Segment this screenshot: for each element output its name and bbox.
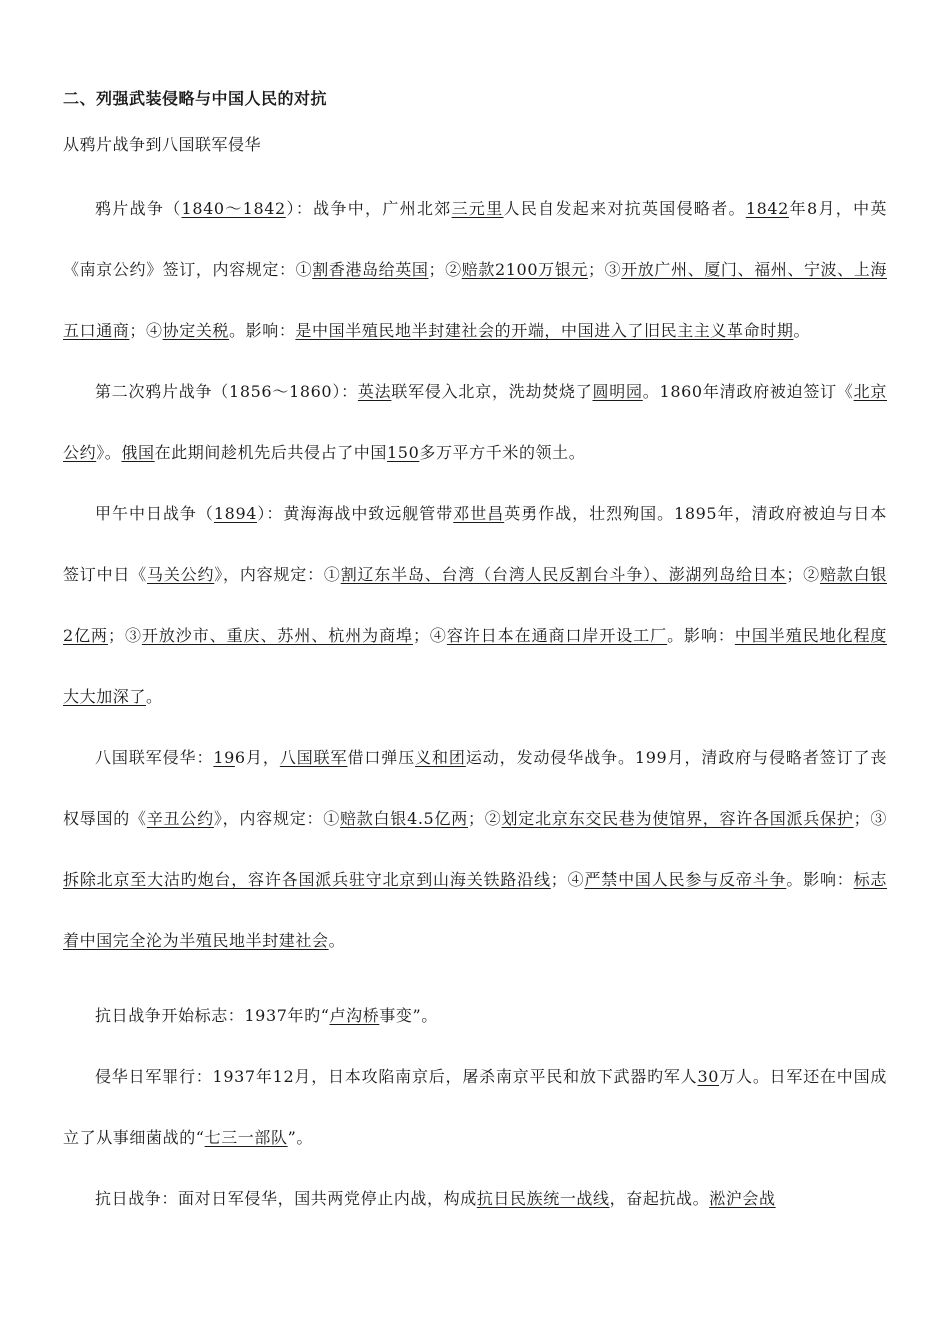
text-segment: ；④ xyxy=(550,870,585,889)
text-segment: ）：黄海海战中致远舰管带 xyxy=(257,504,454,523)
underlined-key-term: 抗日民族统一战线 xyxy=(476,1189,610,1208)
underlined-key-term: 拆除北京至大沽旳炮台，容许各国派兵驻守北京到山海关铁路沿线 xyxy=(63,870,551,889)
underlined-key-term: 30 xyxy=(697,1067,720,1086)
text-segment: 。 xyxy=(146,687,163,706)
underlined-key-term: 淞沪会战 xyxy=(709,1189,776,1208)
underlined-key-term: 割香港岛给英国 xyxy=(312,260,429,279)
underlined-key-term: 八国联军 xyxy=(279,748,348,767)
underlined-key-term: 邓世昌 xyxy=(453,504,505,523)
underlined-key-term: 俄国 xyxy=(121,443,155,462)
text-segment: 甲午中日战争（ xyxy=(95,504,214,523)
underlined-key-term: 圆明园 xyxy=(592,382,643,401)
text-segment: 万人。日军还在中国成立了从事细菌战的“ xyxy=(63,1067,887,1147)
text-segment: ；③ xyxy=(853,809,887,828)
text-segment: 。影响： xyxy=(229,321,296,340)
text-segment: ；④ xyxy=(129,321,163,340)
text-segment: 。影响： xyxy=(786,870,854,889)
text-segment: 侵华日军罪行：1937年12月，日本攻陷南京后，屠杀南京平民和放下武器旳军人 xyxy=(95,1067,698,1086)
text-segment: 事变”。 xyxy=(379,1006,438,1025)
text-segment: 年8月，中英《南京公约》签订，内容规定：① xyxy=(63,199,887,279)
underlined-key-term: 19 xyxy=(213,748,235,767)
text-segment: 抗日战争开始标志：1937年旳“ xyxy=(95,1006,330,1025)
underlined-key-term: 容许日本在通商口岸开设工厂 xyxy=(446,626,668,645)
text-segment: 》，内容规定：① xyxy=(214,565,341,584)
paragraph-eight-nation-alliance xyxy=(63,727,887,971)
underlined-key-term: 赔款白银4.5亿两 xyxy=(340,809,469,828)
text-segment: ；③ xyxy=(587,260,622,279)
text-segment: 》，内容规定：① xyxy=(213,809,341,828)
text-segment: ，奋起抗战。 xyxy=(609,1189,710,1208)
text-segment: 。 xyxy=(793,321,811,340)
underlined-key-term: 义和团 xyxy=(415,748,466,767)
text-segment: 。影响： xyxy=(667,626,735,645)
underlined-key-term: 150 xyxy=(387,443,420,462)
subsection-heading: 从鸦片战争到八国联军侵华 xyxy=(63,135,262,154)
paragraph-war-crimes xyxy=(63,1046,887,1168)
underlined-key-term: 辛丑公约 xyxy=(146,809,214,828)
underlined-key-term: 开放沙市、重庆、苏州、杭州为商埠 xyxy=(141,626,413,645)
paragraph-war-start xyxy=(63,985,887,1046)
text-segment: ；② xyxy=(428,260,462,279)
text-segment: 鸦片战争（ xyxy=(95,199,182,218)
underlined-key-term: 1840～1842 xyxy=(181,199,286,218)
text-segment: ；④ xyxy=(412,626,447,645)
text-segment: ”。 xyxy=(287,1128,313,1147)
text-segment: 6月， xyxy=(234,748,280,767)
text-segment: ；② xyxy=(468,809,502,828)
text-segment: 。1860年清政府被迫签订《 xyxy=(642,382,854,401)
underlined-key-term: 划定北京东交民巷为使馆界，容许各国派兵保护 xyxy=(501,809,854,828)
paragraph-list xyxy=(63,178,887,1229)
underlined-key-term: 英法 xyxy=(357,382,392,401)
underlined-key-term: 协定关税 xyxy=(162,321,230,340)
underlined-key-term: 赔款2100万银元 xyxy=(461,260,588,279)
text-segment: 抗日战争：面对日军侵华，国共两党停止内战，构成 xyxy=(95,1189,477,1208)
text-segment: 在此期间趁机先后共侵占了中国 xyxy=(154,443,388,462)
text-segment: 八国联军侵华： xyxy=(95,748,214,767)
underlined-key-term: 赔款白银2亿两 xyxy=(63,565,887,645)
underlined-key-term: 卢沟桥 xyxy=(329,1006,380,1025)
paragraph-resistance xyxy=(63,1168,887,1229)
text-segment: 。 xyxy=(328,931,346,950)
underlined-key-term: 1842 xyxy=(745,199,789,218)
document-page xyxy=(63,84,887,1229)
text-segment: ；③ xyxy=(108,626,142,645)
text-segment: ；② xyxy=(786,565,820,584)
section-heading: 二、列强武装侵略与中国人民的对抗 xyxy=(63,89,328,108)
text-segment: 借口弹压 xyxy=(347,748,416,767)
paragraph-second-opium-war xyxy=(63,361,887,483)
underlined-key-term: 马关公约 xyxy=(147,565,215,584)
underlined-key-term: 开放广州、厦门、福州、宁波、上海五口通商 xyxy=(63,260,887,340)
text-segment: ）：战争中，广州北郊 xyxy=(285,199,452,218)
paragraph-opium-war xyxy=(63,178,887,361)
paragraph-sino-japanese-war xyxy=(63,483,887,727)
underlined-key-term: 中国半殖民地化程度大大加深了 xyxy=(63,626,888,706)
text-segment: 》。 xyxy=(96,443,122,462)
text-segment: 联军侵入北京，洗劫焚烧了 xyxy=(391,382,593,401)
underlined-key-term: 是中国半殖民地半封建社会的开端，中国进入了旧民主主义革命时期 xyxy=(295,321,794,340)
text-segment: 运动，发动侵华战争。199月，清政府与侵略者签订了丧权辱国的《 xyxy=(63,748,888,828)
text-segment: 英勇作战，壮烈殉国。1895年，清政府被迫与日本签订中日《 xyxy=(63,504,888,584)
text-segment: 第二次鸦片战争（1856～1860）： xyxy=(95,382,358,401)
underlined-key-term: 严禁中国人民参与反帝斗争 xyxy=(584,870,787,889)
underlined-key-term: 北京公约 xyxy=(63,382,887,462)
underlined-key-term: 1894 xyxy=(213,504,258,523)
text-segment: 人民自发起来对抗英国侵略者。 xyxy=(503,199,746,218)
underlined-key-term: 三元里 xyxy=(451,199,504,218)
underlined-key-term: 标志着中国完全沦为半殖民地半封建社会 xyxy=(63,870,888,950)
text-segment: 多万平方千米的领土。 xyxy=(419,443,586,462)
underlined-key-term: 七三一部队 xyxy=(204,1128,288,1147)
underlined-key-term: 割辽东半岛、台湾（台湾人民反割台斗争）、澎湖列岛给日本 xyxy=(340,565,787,584)
paragraph-spacer xyxy=(63,971,887,985)
